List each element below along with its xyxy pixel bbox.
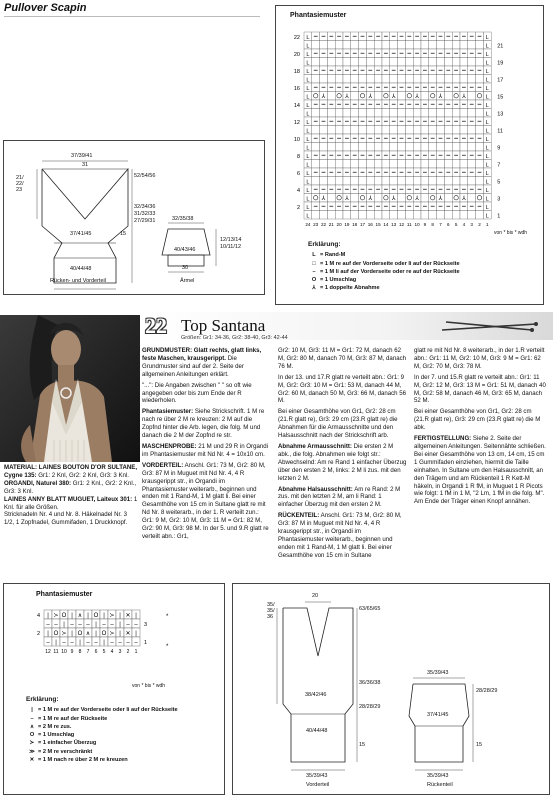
back-bottom: 35/39/43	[427, 773, 449, 779]
paragraph: MASCHENPROBE: 21 M und 29 R in Organdi im Phantasiemuster mit Nd Nr. 4 = 10x10 cm.	[142, 442, 268, 458]
stitch-mark: –	[70, 640, 74, 646]
row-label: 21	[497, 43, 504, 50]
stitch-mark: ≻	[53, 613, 59, 619]
row-label: 7	[497, 162, 501, 169]
paragraph: Abnahme Armausschnitt: Die ersten 2 M abk., die folg. Abnahmen wie folgt str.: Abwechselnd: Am re Rand 1 einfacher Überzug über den ersten 2 M, links: 2 M li zus. mit den letzten 2 M.	[278, 442, 407, 482]
schema-side-2: 32/34/36	[134, 204, 156, 210]
decrease-mark: ⅄	[391, 93, 396, 100]
stitch-mark: |	[71, 631, 73, 637]
edge-stitch-mark: L	[306, 60, 310, 67]
slip-over-icon: ≻	[29, 740, 35, 747]
row-label: 4	[36, 613, 40, 619]
text-column-3	[414, 347, 548, 509]
row-label: 12	[293, 120, 300, 126]
schema-label-body: Rücken- und Vorderteil	[50, 278, 106, 284]
column-label: 4	[110, 649, 114, 655]
edge-stitch-mark: L	[485, 43, 489, 50]
size-line: Größen: Gr1: 34-36, Gr2: 38-40, Gr3: 42-44	[181, 335, 288, 341]
back-rib: 15	[476, 742, 483, 748]
top-chart-box	[275, 5, 544, 305]
top-chart-title: Phantasiemuster	[290, 12, 347, 19]
legend-text: = 1 M nach re über 2 M re kreuzen	[38, 757, 128, 764]
back-mid: 37/41/45	[427, 712, 449, 718]
stitch-mark: |	[119, 631, 121, 637]
stitch-mark: |	[103, 613, 105, 619]
edge-stitch-mark: L	[306, 205, 310, 211]
legend-text: = 1 M re auf der Vorderseite oder li auf der Rückseite	[320, 260, 460, 267]
edge-stitch-mark: L	[306, 128, 310, 135]
top-schema-drawing	[233, 584, 551, 796]
stitch-mark: |	[95, 631, 97, 637]
decrease-mark: ⅄	[368, 195, 373, 202]
schema-bottom: 40/44/48	[70, 266, 92, 272]
legend-text: = 1 doppelte Abnahme	[320, 285, 380, 292]
top-left-height: 35/ 35/ 36	[267, 602, 275, 620]
k2tog-icon: ∧	[29, 723, 35, 730]
bottom-chart-title: Phantasiemuster	[36, 591, 93, 598]
edge-stitch-mark: L	[306, 162, 310, 169]
column-label: 6	[94, 649, 98, 655]
row-label: 18	[293, 69, 300, 75]
edge-stitch-mark: L	[306, 94, 310, 101]
column-label: 9	[70, 649, 74, 655]
schema-side-1: 52/54/56	[134, 173, 156, 179]
row-label: 19	[497, 60, 504, 67]
top-armhole-front: 36/36/38	[359, 680, 381, 686]
stitch-mark: |	[119, 613, 121, 619]
edge-stitch-mark: L	[485, 137, 489, 143]
bottom-chart-repeat-note: von * bis * wdh	[132, 683, 166, 689]
edge-stitch-mark: L	[485, 86, 489, 92]
pattern-title: Top Santana	[181, 316, 266, 335]
stitch-mark: –	[86, 622, 90, 628]
paragraph: Abnahme Halsausschnitt: Am re Rand: 2 M zus. mit den letzten 2 M, am li Rand: 1 einfacher Überzug mit den ersten 2 M.	[278, 485, 401, 509]
legend-text: = 1 Umschlag	[320, 277, 357, 284]
column-label: 17	[359, 222, 366, 227]
column-label: 6	[447, 222, 450, 227]
top-right-top: 63/65/65	[359, 606, 381, 612]
title-rule	[4, 16, 260, 17]
stitch-mark: O	[53, 631, 59, 637]
column-label: 7	[86, 649, 90, 655]
decrease-mark: ⅄	[462, 195, 466, 202]
purl-stitch-icon: –	[312, 268, 316, 275]
paragraph: FERTIGSTELLUNG: Siehe 2. Seite der allgemeinen Anleitungen. Seitennähte schließen. Bei einer Gesamthöhe von 13 cm, 14 cm, 15 cm 1 Gummifaden einziehen, hiermit die Taille einhalten. In Sultane um den Halsausschnitt, an den Trägern und am Rückenteil 1 R Kett-M häkeln, in Organdi 1 R fM, in Muguet 1 R Picots wie folgt: 1 fM in 1 M, "2 Lm, 1 fM in die folg. M". Am Ende der Träger einen Knopf annähen.	[414, 435, 546, 506]
top-chart-grid	[276, 18, 545, 228]
paragraph: Phantasiemuster: Siehe Strickschrift. 1 M re nach re über 2 M re kreuzen: 2 M auf die Zopfnd hinter die Arb. legen, die folg. M und danach die 2 M der Zopfnd re str.	[142, 408, 265, 440]
edge-stitch-mark: L	[485, 77, 489, 84]
paragraph: VORDERTEIL: Anschl. Gr1: 73 M, Gr2: 80 M, Gr3: 87 M in Muguet mit Nd Nr. 4, 4 R krausgerippt str., in Organdi im Phantasiemuster weiterarb., beginnen und enden mit 1 Rand-M, 1 M glatt li. Bei einer Gesamthöhe von 15 cm in Sultane glatt re mit Nd Nr. 8 weiterarb., in der 1. R verteilt zun.: Gr1: 9 M, Gr2: 10 M, Gr3: 11 M = Gr1: 82 M, Gr2: 90 M, Gr3: 98 M. In der 5. und 9.R glatt re verteilt abn.: Gr1,	[142, 461, 269, 540]
column-label: 3	[118, 649, 122, 655]
bottom-chart-grid	[4, 598, 226, 668]
materials-item: ORGANDI, Naturel 380: Gr1: 2 Knl., Gr2: 2 Knl., Gr3: 3 Knl.	[4, 479, 137, 495]
row-label: 6	[296, 171, 300, 177]
stitch-mark: ≻	[61, 631, 67, 637]
stitch-mark: ≻	[109, 631, 115, 637]
stitch-mark: O	[61, 613, 67, 619]
edge-stitch-mark: L	[306, 179, 310, 186]
column-label: 14	[383, 222, 389, 227]
paragraph: Gr2: 10 M, Gr3: 11 M = Gr1: 72 M, danach 62 M, Gr2: 80 M, danach 70 M, Gr3: 87 M, danach 76 M.	[278, 347, 407, 370]
stitch-mark: O	[77, 631, 83, 637]
edge-stitch-mark: L	[485, 213, 489, 220]
row-label: 3	[497, 196, 501, 203]
column-label: 2	[126, 649, 130, 655]
top-side-front: 28/28/29	[359, 704, 381, 710]
stitch-mark: |	[103, 640, 105, 646]
pattern-number: 22	[145, 313, 167, 338]
edge-stitch-mark: L	[485, 103, 489, 109]
knit-stitch-icon: □	[312, 260, 316, 267]
paragraph: In der 7. und 15.R glatt re verteilt abn.: Gr1: 11 M, Gr2: 12 M, Gr3: 13 M = Gr1: 51 M, danach 40 M, Gr2: 58 M, danach 46 M, Gr3: 65 M, danach 52 M.	[414, 373, 546, 405]
sleeve-right-2: 10/11/12	[220, 244, 242, 250]
stitch-mark: –	[110, 622, 114, 628]
decrease-mark: ⅄	[345, 93, 349, 100]
column-label: 15	[375, 222, 381, 227]
column-label: 21	[328, 222, 334, 227]
decrease-mark: ⅄	[438, 195, 443, 202]
top-waist-front: 35/39/43	[306, 773, 328, 779]
row-label: 1	[497, 213, 501, 220]
edge-stitch-mark: L	[306, 77, 310, 84]
schema-label-sleeve: Ärmel	[180, 278, 195, 284]
bleed-through	[8, 26, 258, 126]
stitch-mark: ∧	[77, 613, 83, 619]
stitch-mark: |	[119, 622, 121, 628]
schema-side-4: 27/29/31	[134, 218, 156, 224]
top-label-front: Vorderteil	[306, 782, 330, 788]
materials-item: MATERIAL: LAINES BOUTON D'OR SULTANE, Cygne 135: Gr1: 2 Knl, Gr2: 2 Knl, Gr3: 3 Knl.	[4, 464, 138, 479]
top-bottom-front: 40/44/48	[306, 728, 328, 734]
paragraph: "...": Die Angaben zwischen " " so oft wie angegeben oder bis zum Ende der R wiederholen.	[142, 381, 252, 405]
edge-stitch-mark: L	[485, 179, 489, 186]
materials-block	[4, 464, 138, 527]
edge-stitch-mark: L	[306, 35, 310, 41]
sleeve-right-1: 12/13/14	[220, 237, 242, 243]
edge-stitch-mark: L	[306, 196, 310, 203]
row-label: 15	[497, 94, 504, 101]
edge-stitch-mark: L	[306, 145, 310, 152]
column-label: 11	[53, 649, 59, 655]
row-label: 5	[497, 179, 501, 186]
top-neck-width: 20	[312, 593, 319, 599]
stitch-mark: –	[62, 640, 66, 646]
decrease-mark: ⅄	[391, 195, 396, 202]
edge-stitch-mark: L	[306, 213, 310, 220]
column-label: 11	[406, 222, 412, 227]
repeat-star: *	[166, 614, 169, 620]
decrease-mark: ⅄	[321, 93, 326, 100]
stitch-mark: –	[46, 640, 50, 646]
needles-icon	[440, 318, 540, 334]
stitch-mark: –	[54, 622, 58, 628]
edge-stitch-mark: L	[485, 128, 489, 135]
row-label: 1	[144, 640, 148, 646]
stitch-mark: |	[135, 631, 137, 637]
double-decrease-icon: ⅄	[312, 285, 316, 292]
stitch-mark: –	[70, 622, 74, 628]
sleeve-mid: 40/43/46	[174, 247, 196, 253]
stitch-mark: |	[71, 613, 73, 619]
legend-text: = 2 M re zus.	[38, 723, 72, 730]
edge-stitch-mark: L	[485, 52, 489, 58]
column-label: 13	[391, 222, 397, 227]
stitch-mark: –	[126, 640, 130, 646]
legend-text: = 1 M li auf der Vorderseite oder re auf der Rückseite	[320, 268, 460, 275]
column-label: 5	[102, 649, 106, 655]
bottom-legend	[26, 696, 178, 764]
edge-stitch-mark: L	[306, 103, 310, 109]
bottom-legend-title: Erklärung:	[26, 696, 59, 703]
row-label: 8	[296, 154, 300, 160]
materials-item: LAINES ANNY BLATT MUGUET, Laiteux 301: 1 Knl. für alle Größen.	[4, 495, 138, 511]
purl-stitch-icon: –	[30, 715, 34, 722]
stitch-mark: –	[118, 640, 122, 646]
decrease-mark: ⅄	[345, 195, 349, 202]
edge-stitch-mark: L	[306, 52, 310, 58]
paragraph: In der 13. und 17.R glatt re verteilt abn.: Gr1: 9 M, Gr2: Gr3: 10 M = Gr1: 53 M, danach 44 M, Gr2: 60 M, danach 50 M, Gr3: 66 M, danach 56 M.	[278, 373, 407, 405]
stitch-mark: –	[134, 640, 138, 646]
top-chart-repeat-note: von * bis * wdh	[494, 230, 528, 236]
column-label: 22	[320, 222, 327, 227]
decrease-mark: ⅄	[368, 93, 373, 100]
edge-stitch-mark: L	[485, 171, 489, 177]
row-label: 4	[296, 188, 300, 194]
edge-stitch-mark: L	[306, 137, 310, 143]
schema-waist: 37/41/45	[70, 231, 92, 237]
stitch-mark: –	[94, 640, 98, 646]
pullover-schema-box	[3, 140, 265, 295]
column-label: 8	[78, 649, 82, 655]
bottom-chart-box	[3, 583, 225, 795]
stitch-mark: |	[47, 613, 49, 619]
top-legend	[308, 241, 460, 293]
stitch-mark: O	[93, 613, 99, 619]
paragraph: RÜCKENTEIL: Anschl. Gr1: 73 M, Gr2: 80 M, Gr3: 87 M in Muguet mit Nd Nr. 4, 4 R krausgerippt str., in Organdi im Phantasiemuster weiterarb., beginnen und enden mit 1 Rand-M, 1 M glatt li. Bei einer Gesamthöhe von 15 cm in Sultane	[278, 512, 402, 559]
top-rib-front: 15	[359, 742, 366, 748]
column-label: 23	[313, 222, 319, 227]
stitch-mark: –	[102, 622, 106, 628]
back-label: Rückenteil	[427, 782, 453, 788]
column-label: 1	[134, 649, 138, 655]
materials-item: Stricknadeln Nr. 4 und Nr. 8. Häkelnadel Nr. 3 1/2, 1 Zopfnadel, Gummifaden, 1 Druckknopf.	[4, 511, 128, 527]
stitch-mark: –	[110, 640, 114, 646]
top-legend-title: Erklärung:	[308, 241, 341, 248]
twisted-knit-icon: ≫	[29, 748, 35, 755]
stitch-mark: ✕	[125, 631, 131, 637]
edge-stitch-mark: L	[485, 69, 489, 75]
stitch-mark: –	[46, 622, 50, 628]
stitch-mark: ∧	[85, 631, 91, 637]
text-column-1	[142, 347, 272, 544]
edge-stitch-mark: L	[485, 60, 489, 67]
stitch-mark: –	[78, 622, 82, 628]
edge-stitch-mark: L	[485, 111, 489, 118]
edge-stitch-mark: L	[485, 162, 489, 169]
edge-stitch-mark: L	[485, 120, 489, 126]
column-label: 20	[336, 222, 342, 227]
knit-stitch-icon: |	[31, 707, 33, 714]
column-label: 7	[439, 222, 442, 227]
edge-stitch-mark: L	[306, 171, 310, 177]
back-side: 28/28/29	[476, 688, 498, 694]
paragraph: Bei einer Gesamthöhe von Gr1, Gr2: 28 cm (21.R glatt re), Gr3: 29 cm (23.R glatt re) die M abk.	[414, 408, 541, 432]
stitch-mark: ≻	[109, 613, 115, 619]
row-label: 22	[293, 35, 300, 41]
yarn-over-icon: O	[311, 277, 317, 284]
edge-stitch-mark: L	[306, 120, 310, 126]
row-label: 2	[36, 631, 40, 637]
schema-neck-width: 31	[82, 162, 89, 168]
edge-stitch-mark: L	[485, 205, 489, 211]
schema-top-width: 37/39/41	[71, 153, 93, 159]
legend-text: = 1 M re auf der Rückseite	[38, 715, 108, 722]
column-label: 4	[462, 222, 466, 227]
column-label: 24	[305, 222, 311, 227]
stitch-mark: |	[47, 631, 49, 637]
top-schema-box	[232, 583, 550, 795]
edge-stitch-mark: L	[306, 86, 310, 92]
decrease-mark: ⅄	[438, 93, 443, 100]
row-label: 10	[293, 137, 300, 143]
stitch-mark: –	[126, 622, 130, 628]
column-label: 10	[414, 222, 420, 227]
row-label: 16	[293, 86, 300, 92]
paragraph: glatt re mit Nd Nr. 8 weiterarb., in der 1.R verteilt abn.: Gr1: 11 M, Gr2: 10 M, Gr3: 9 M = Gr1: 62 M, Gr2: 70 M, Gr3: 78 M.	[414, 347, 545, 370]
edge-stitch-mark: L	[485, 145, 489, 152]
decrease-mark: ⅄	[321, 195, 326, 202]
column-label: 2	[478, 222, 481, 227]
column-label: 12	[398, 222, 405, 227]
legend-text: = 2 M re verschränkt	[38, 748, 93, 755]
column-label: 19	[344, 222, 350, 227]
decrease-mark: ⅄	[415, 93, 419, 100]
column-label: 8	[431, 222, 434, 227]
row-label: 9	[497, 145, 501, 152]
edge-stitch-mark: L	[306, 154, 310, 160]
row-label: 13	[497, 111, 504, 118]
column-label: 1	[486, 222, 489, 227]
row-label: 11	[497, 128, 503, 135]
text-column-2	[278, 347, 408, 563]
edge-stitch-mark: L	[306, 111, 310, 118]
edge-stitch-mark: L	[306, 188, 310, 194]
stitch-mark: |	[95, 622, 97, 628]
edge-stitch-mark: L	[485, 154, 489, 160]
legend-text: = 1 M re auf der Vorderseite oder li auf der Rückseite	[38, 707, 178, 714]
stitch-mark: |	[87, 613, 89, 619]
column-label: 12	[45, 649, 51, 655]
column-label: 18	[352, 222, 358, 227]
edge-stitch-mark: L	[306, 69, 310, 75]
stitch-mark: O	[101, 631, 107, 637]
yarn-over-icon: O	[29, 732, 35, 739]
stitch-mark: –	[134, 622, 138, 628]
column-label: 16	[367, 222, 373, 227]
legend-text: = Rand-M	[320, 252, 346, 259]
row-label: 14	[293, 103, 300, 109]
edge-stitch-mark: L	[485, 188, 489, 194]
page-title: Pullover Scapin	[4, 2, 87, 14]
row-label: 2	[296, 205, 300, 211]
decrease-mark: ⅄	[462, 93, 466, 100]
column-label: 3	[470, 222, 473, 227]
stitch-mark: |	[55, 640, 57, 646]
sleeve-top: 32/35/38	[172, 216, 194, 222]
top-bust: 38/42/46	[305, 692, 327, 698]
schema-left-height: 21/ 22/ 23	[16, 175, 24, 193]
sleeve-bottom: 30	[182, 265, 189, 271]
column-label: 10	[61, 649, 67, 655]
repeat-star: *	[166, 644, 169, 650]
edge-stitch-mark: L	[485, 94, 489, 101]
row-label: 3	[144, 622, 148, 628]
stitch-mark: |	[79, 640, 81, 646]
paragraph: GRUNDMUSTER: Glatt rechts, glatt links, feste Maschen, krausgerippt. Die Grundmuster sind auf der 2. Seite der allgemeinen Anleitungen erklärt.	[142, 347, 262, 378]
legend-text: = 1 einfacher Überzug	[38, 740, 97, 747]
stitch-mark: ✕	[125, 613, 131, 619]
edge-stitch-mark: L	[485, 35, 489, 41]
schema-side-3: 31/32/33	[134, 211, 156, 217]
column-label: 5	[454, 222, 458, 227]
edge-stitch-icon: L	[312, 252, 316, 259]
cross-stitch-icon: ✕	[29, 757, 35, 764]
paragraph: Bei einer Gesamthöhe von Gr1, Gr2: 28 cm (21.R glatt re), Gr3: 29 cm (23.R glatt re) die Abnahmen für die Armausschnitte und den Halsausschnitt nach der Strickschrift arb.	[278, 408, 398, 440]
row-label: 20	[293, 52, 300, 58]
row-label: 17	[497, 77, 504, 84]
edge-stitch-mark: L	[485, 196, 489, 203]
stitch-mark: –	[86, 640, 90, 646]
column-label: 9	[423, 222, 427, 227]
legend-text: = 1 Umschlag	[38, 732, 75, 739]
stitch-mark: |	[135, 613, 137, 619]
schema-rib: 15	[120, 231, 127, 237]
grid-cells	[44, 610, 140, 646]
model-photo	[0, 315, 140, 462]
edge-stitch-mark: L	[306, 43, 310, 50]
decrease-mark: ⅄	[415, 195, 419, 202]
grid-cells	[304, 32, 491, 220]
back-top: 35/39/43	[427, 670, 449, 676]
stitch-mark: |	[63, 622, 65, 628]
